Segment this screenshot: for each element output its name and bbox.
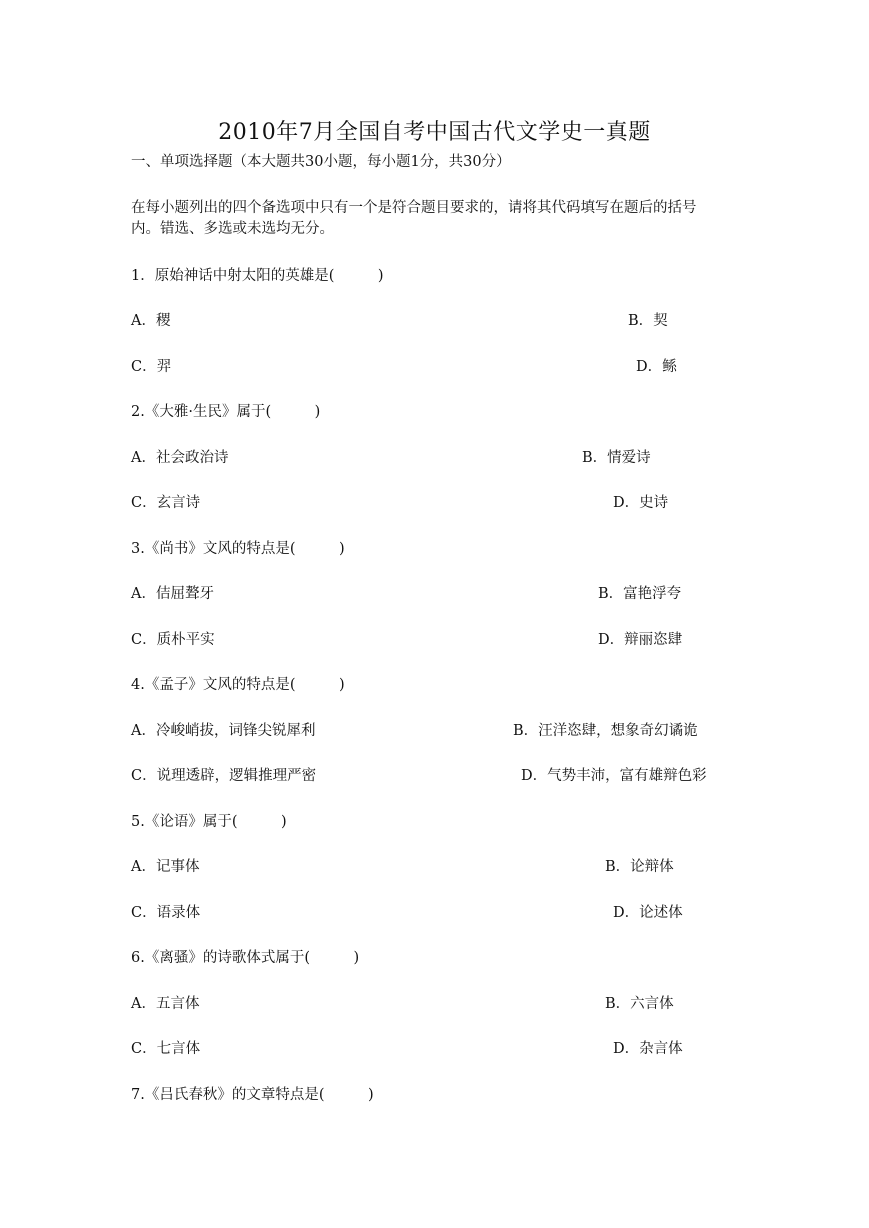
- question-6-option-a: A．五言体: [131, 996, 200, 1012]
- question-4-option-a: A．冷峻峭拔，词锋尖锐犀利: [131, 723, 316, 739]
- question-4-option-d: D．气势丰沛，富有雄辩色彩: [521, 768, 707, 784]
- question-7-stem: 7.《吕氏春秋》的文章特点是( ): [131, 1087, 374, 1103]
- question-1-option-c: C．羿: [131, 359, 172, 375]
- question-1-option-d: D．鲧: [636, 359, 677, 375]
- question-6-option-b: B．六言体: [605, 996, 674, 1012]
- question-1-option-b: B．契: [628, 313, 668, 329]
- question-5-option-b: B．论辩体: [605, 859, 674, 875]
- section-heading: 一、单项选择题（本大题共30小题，每小题1分，共30分）: [131, 154, 511, 170]
- question-6-option-c: C．七言体: [131, 1041, 201, 1057]
- question-6-stem: 6.《离骚》的诗歌体式属于( ): [131, 950, 360, 966]
- question-4-option-c: C．说理透辟，逻辑推理严密: [131, 768, 317, 784]
- question-5-stem: 5.《论语》属于( ): [131, 814, 287, 830]
- question-3-option-b: B．富艳浮夸: [598, 586, 682, 602]
- question-3-stem: 3.《尚书》文风的特点是( ): [131, 541, 345, 557]
- question-2-stem: 2.《大雅·生民》属于( ): [131, 404, 321, 420]
- question-4-option-b: B．汪洋恣肆，想象奇幻谲诡: [513, 723, 698, 739]
- question-3-option-c: C．质朴平实: [131, 632, 215, 648]
- question-3-option-a: A．佶屈聱牙: [131, 586, 214, 602]
- question-5-option-a: A．记事体: [131, 859, 200, 875]
- question-2-option-a: A．社会政治诗: [131, 450, 229, 466]
- question-5-option-c: C．语录体: [131, 905, 201, 921]
- question-4-stem: 4.《孟子》文风的特点是( ): [131, 677, 345, 693]
- question-5-option-d: D．论述体: [613, 905, 683, 921]
- question-2-option-d: D．史诗: [613, 495, 669, 511]
- question-1-option-a: A．稷: [131, 313, 171, 329]
- page-title: 2010年7月全国自考中国古代文学史一真题: [218, 120, 651, 145]
- instructions-line-2: 内。错选、多选或未选均无分。: [131, 221, 334, 237]
- question-1-stem: 1．原始神话中射太阳的英雄是( ): [131, 268, 384, 284]
- question-2-option-c: C．玄言诗: [131, 495, 201, 511]
- question-2-option-b: B．情爱诗: [582, 450, 651, 466]
- question-6-option-d: D．杂言体: [613, 1041, 683, 1057]
- question-3-option-d: D．辩丽恣肆: [598, 632, 683, 648]
- instructions-line-1: 在每小题列出的四个备选项中只有一个是符合题目要求的，请将其代码填写在题后的括号: [131, 200, 697, 216]
